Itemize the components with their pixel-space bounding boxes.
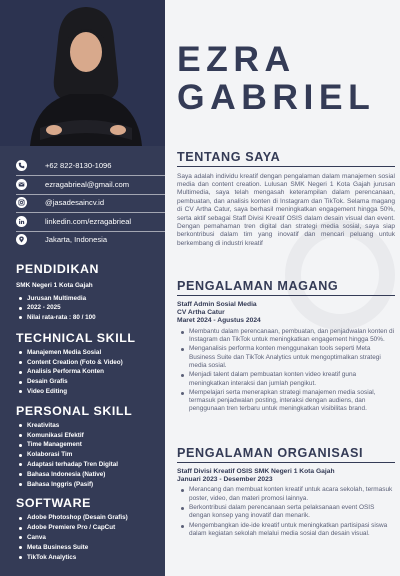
- contact-phone-text: +62 822-8130-1096: [45, 161, 112, 171]
- personal-heading: PERSONAL SKILL: [16, 403, 133, 418]
- name-title: [177, 40, 375, 116]
- list-item: Mempelajari serta menerapkan strategi manajemen media sosial, termasuk penjadwalan posting, interaksi dengan audiens, dan penggunaan tren terbaru untuk meningkatkan visibilitas brand.: [177, 389, 395, 414]
- education-heading: PENDIDIKAN: [16, 261, 100, 276]
- list-item: Nilai rata-rata : 80 / 100: [17, 313, 159, 323]
- list-item: Merancang dan membuat konten kreatif untuk acara sekolah, termasuk poster, video, dan materi promosi lainnya.: [177, 486, 395, 503]
- list-item: Kolaborasi Tim: [17, 450, 159, 460]
- mail-icon: [16, 179, 27, 190]
- first-name: EZRA: [177, 39, 296, 79]
- organization-role: Staff Divisi Kreatif OSIS SMK Negeri 1 Kota Gajah: [177, 467, 335, 475]
- contact-phone[interactable]: [16, 158, 165, 174]
- phone-icon: [16, 160, 27, 171]
- linkedin-icon: [16, 216, 27, 227]
- contact-linkedin[interactable]: [16, 214, 165, 230]
- education-school: SMK Negeri 1 Kota Gajah: [16, 281, 93, 289]
- list-item: Mengembangkan ide-ide kreatif untuk meningkatkan partisipasi siswa dalam kegiatan sekolah melalui media sosial dan desain visual.: [177, 522, 395, 539]
- main-content: [165, 0, 400, 576]
- list-item: 2022 - 2025: [17, 303, 159, 313]
- organization-heading: PENGALAMAN ORGANISASI: [177, 446, 364, 460]
- section-divider: [177, 295, 395, 296]
- list-item: Kreativitas: [17, 421, 159, 431]
- organization-list: [177, 486, 395, 538]
- software-section: [0, 496, 165, 562]
- internship-list: [177, 328, 395, 414]
- education-section: [0, 262, 165, 323]
- contact-list: [0, 146, 165, 248]
- list-item: Jurusan Multimedia: [17, 294, 159, 304]
- list-item: Membantu dalam perencanaan, pembuatan, dan penjadwalan konten di Instagram dan TikTok untuk meningkatkan engagement hingga 50%.: [177, 328, 395, 345]
- list-item: Adobe Photoshop (Desain Grafis): [17, 513, 159, 523]
- technical-section: [0, 331, 165, 397]
- internship-company: CV Artha Catur: [177, 309, 225, 316]
- list-item: Berkontribusi dalam perencanaan serta pelaksanaan event OSIS dengan konsep yang inovatif dan menarik.: [177, 504, 395, 521]
- section-divider: [177, 462, 395, 463]
- internship-period: Maret 2024 - Agustus 2024: [177, 317, 261, 325]
- internship-section: [177, 279, 395, 415]
- list-item: Adaptasi terhadap Tren Digital: [17, 460, 159, 470]
- about-text: Saya adalah individu kreatif dengan pengalaman dalam manajemen sosial media dan content creation. Lulusan SMK Negeri 1 Kota Gajah jurusan Multimedia, saya telah mengasah keterampilan dalam perencanaan, pembuatan, dan analisis konten di Instagram dan TikTok. Selama magang di CV Artha Catur, saya berhasil meningkatkan engagement hingga 50%, serta aktif sebagai Staff Divisi Kreatif OSIS dalam desain visual dan event. Dengan pemahaman tren digital dan strategi media sosial, saya siap berkontribusi dalam tim yang inovatif dan mencari peluang untuk berkembang di industri kreatif: [177, 172, 395, 247]
- list-item: Komunikasi Efektif: [17, 431, 159, 441]
- profile-photo: [0, 0, 165, 146]
- list-item: Manajemen Media Sosial: [17, 348, 159, 358]
- list-item: Bahasa Inggris (Pasif): [17, 480, 159, 490]
- contact-instagram[interactable]: [16, 195, 165, 211]
- personal-section: [0, 404, 165, 490]
- section-divider: [177, 166, 395, 167]
- about-heading: TENTANG SAYA: [177, 150, 281, 164]
- education-list: [17, 294, 159, 323]
- contact-divider: [16, 194, 165, 195]
- technical-heading: TECHNICAL SKILL: [16, 330, 136, 345]
- contact-location-text: Jakarta, Indonesia: [45, 235, 108, 245]
- internship-role: Staff Admin Sosial Media: [177, 300, 257, 308]
- list-item: Analisis Performa Konten: [17, 367, 159, 377]
- contact-linkedin-text: linkedin.com/ezragabrieal: [45, 216, 132, 226]
- organization-section: [177, 446, 395, 539]
- software-list: [17, 513, 159, 562]
- list-item: Menganalisis performa konten menggunakan tools seperti Meta Business Suite dan TikTok Analytics untuk mengoptimalkan strategi media sosial.: [177, 345, 395, 370]
- list-item: Video Editing: [17, 387, 159, 397]
- about-section: [177, 150, 395, 248]
- last-name: GABRIEL: [177, 77, 376, 117]
- list-item: Adobe Premiere Pro / CapCut: [17, 523, 159, 533]
- list-item: Menjadi talent dalam pembuatan konten video kreatif guna meningkatkan interaksi dan jumlah pengikut.: [177, 371, 395, 388]
- list-item: Time Management: [17, 440, 159, 450]
- contact-divider: [16, 175, 165, 176]
- list-item: TikTok Analytics: [17, 553, 159, 563]
- list-item: Meta Business Suite: [17, 543, 159, 553]
- location-icon: [16, 234, 27, 245]
- contact-divider: [16, 212, 165, 213]
- software-heading: SOFTWARE: [16, 496, 92, 511]
- technical-list: [17, 348, 159, 397]
- contact-email-text: ezragabrieal@gmail.com: [45, 179, 130, 189]
- contact-divider: [16, 231, 165, 232]
- list-item: Canva: [17, 533, 159, 543]
- instagram-icon: [16, 197, 27, 208]
- list-item: Bahasa Indonesia (Native): [17, 470, 159, 480]
- internship-heading: PENGALAMAN MAGANG: [177, 279, 339, 293]
- contact-email[interactable]: [16, 177, 165, 193]
- list-item: Content Creation (Foto & Video): [17, 358, 159, 368]
- contact-instagram-text: @jasadesaincv.id: [45, 198, 105, 208]
- list-item: Desain Grafis: [17, 377, 159, 387]
- sidebar: [0, 0, 165, 576]
- personal-list: [17, 421, 159, 490]
- organization-period: Januari 2023 - Desember 2023: [177, 476, 273, 483]
- contact-location: [16, 232, 165, 248]
